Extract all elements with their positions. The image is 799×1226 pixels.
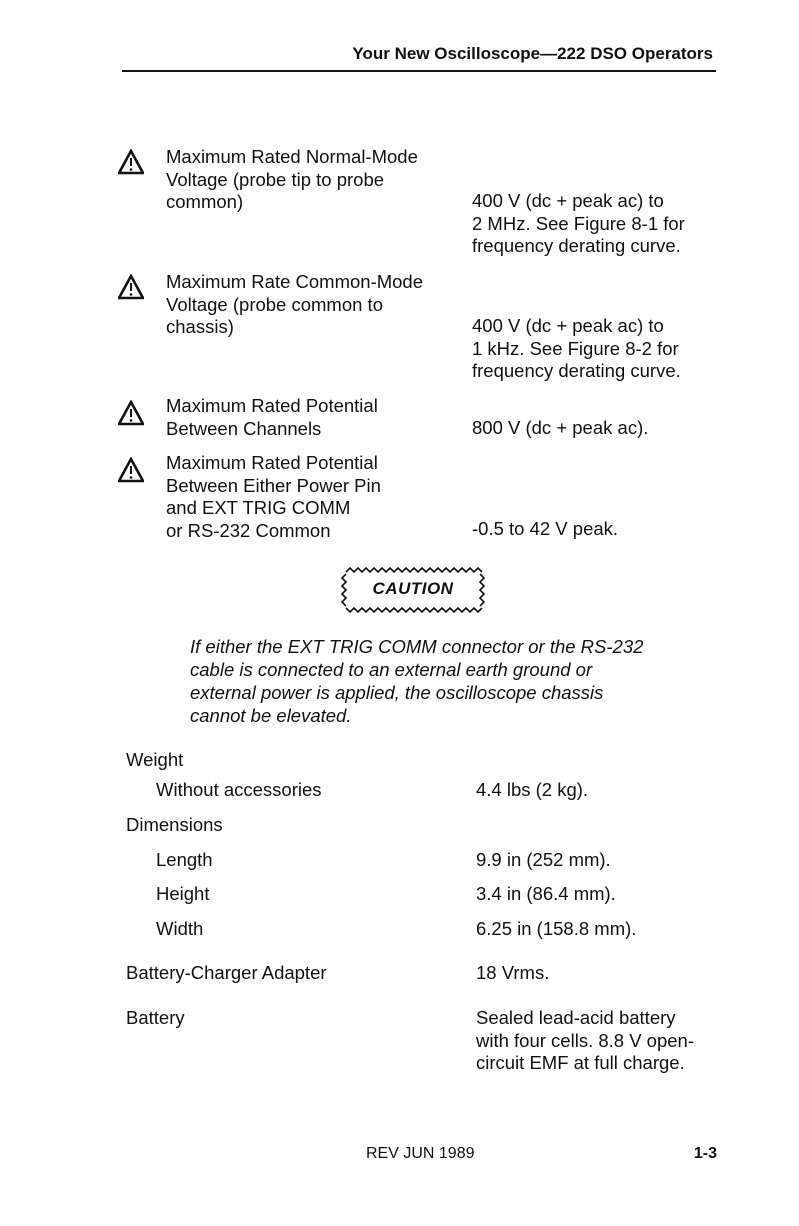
spec-height-value: 3.4 in (86.4 mm). [476,883,616,904]
spec-height-label: Height [156,883,210,904]
spec-width-value: 6.25 in (158.8 mm). [476,918,637,939]
spec-length-value: 9.9 in (252 mm). [476,849,611,870]
warning-triangle-icon [118,457,144,483]
header-title: Your New Oscilloscope—222 DSO Operators [352,44,713,63]
warning-value: 800 V (dc + peak ac). [472,417,649,438]
caution-text: If either the EXT TRIG COMM connector or the RS-232 cable is connected to an external earth ground or external power is applied, the oscilloscope chassis cannot be elevated. [190,636,644,726]
spec-dimensions-heading: Dimensions [126,814,223,835]
spec-length-label: Length [156,849,213,870]
warning-value: 400 V (dc + peak ac) to 1 kHz. See Figure 8-2 for frequency derating curve. [472,315,681,381]
warning-value: 400 V (dc + peak ac) to 2 MHz. See Figure 8-1 for frequency derating curve. [472,190,685,256]
footer-page-number: 1-3 [693,1145,717,1162]
warning-label: Maximum Rated Normal-Mode Voltage (probe tip to probe common) [166,146,418,212]
warning-label: Maximum Rated Potential Between Either Power Pin and EXT TRIG COMM or RS-232 Common [166,452,381,541]
spec-battery-value: Sealed lead-acid battery with four cells. 8.8 V open- circuit EMF at full charge. [476,1007,694,1073]
spec-adapter-label: Battery-Charger Adapter [126,962,327,983]
warning-triangle-icon [118,274,144,300]
spec-width-label: Width [156,918,204,939]
footer-revision: REV JUN 1989 [366,1145,475,1162]
caution-word: CAUTION [372,579,454,598]
warning-value: -0.5 to 42 V peak. [472,518,619,539]
spec-weight-value: 4.4 lbs (2 kg). [476,779,589,800]
warning-triangle-icon [118,149,144,175]
spec-adapter-value: 18 Vrms. [476,962,550,983]
warning-label: Maximum Rate Common-Mode Voltage (probe common to chassis) [166,271,424,337]
header-rule [122,70,716,72]
spec-weight-label: Without accessories [156,779,322,800]
spec-battery-label: Battery [126,1007,185,1028]
spec-weight-heading: Weight [126,749,184,770]
warning-triangle-icon [118,400,144,426]
caution-badge [340,566,486,614]
warning-label: Maximum Rated Potential Between Channels [166,395,378,439]
